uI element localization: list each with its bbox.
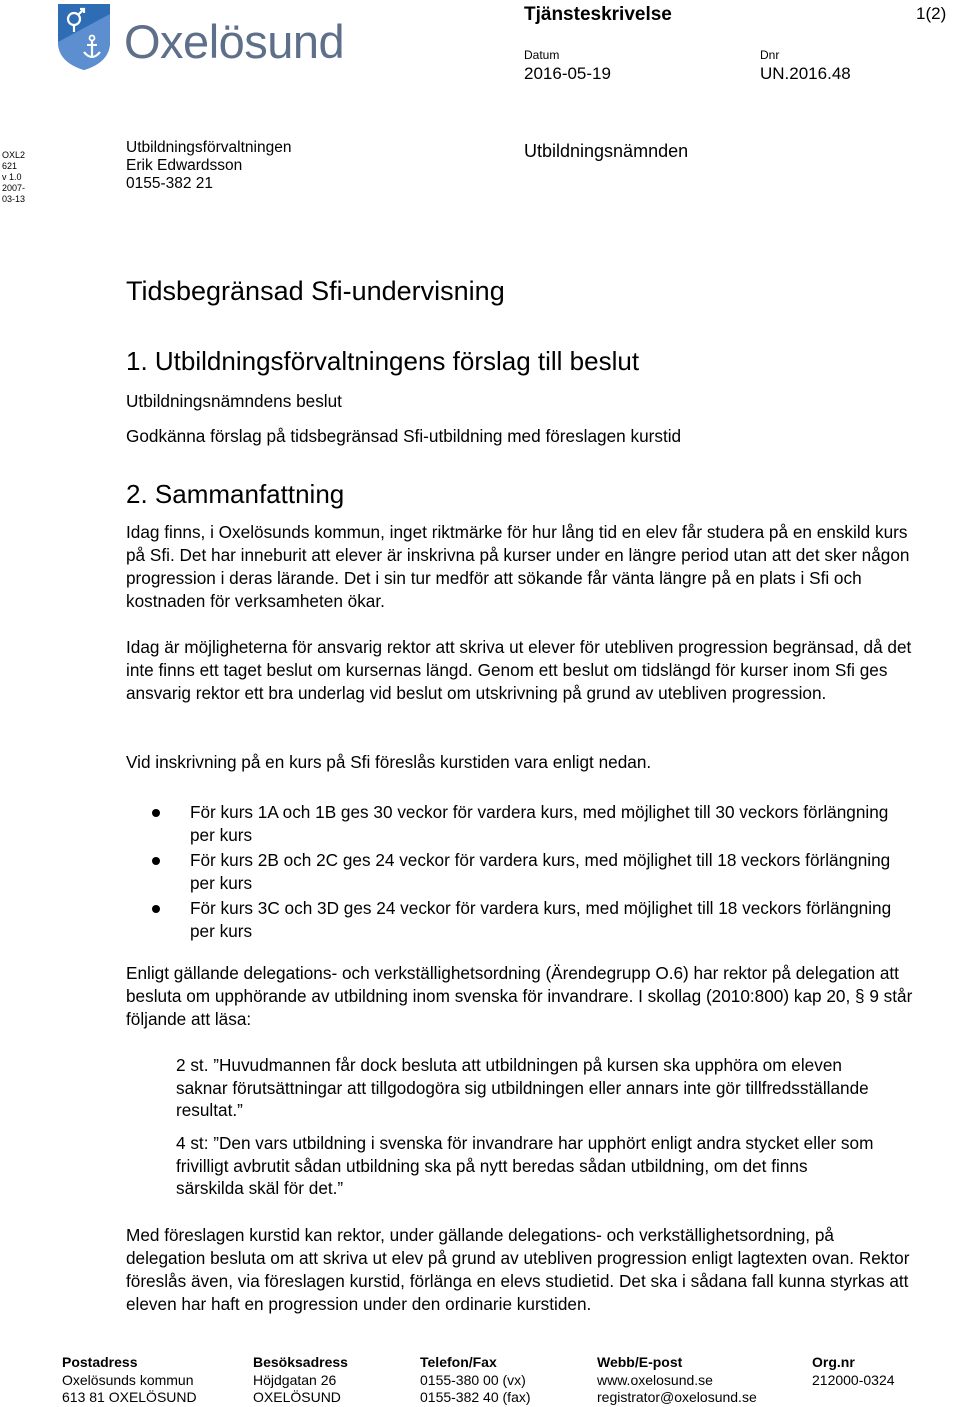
document-type: Tjänsteskrivelse: [524, 4, 672, 25]
bullet-icon: [152, 905, 160, 913]
paragraph: Idag finns, i Oxelösunds kommun, inget riktmärke för hur lång tid en elev får studera på en enskild kurs på Sfi. Det har inneburit att elever är inskrivna på kurser under en längre period utan att det sker någon progression i deras lärande. Det i sin tur medför att sökande får vänta längre på en plats i Sfi och kostnaden för verksamheten ökar.: [126, 522, 910, 611]
footer-postadress: [62, 1354, 197, 1407]
dnr-value: UN.2016.48: [760, 64, 851, 83]
footer-telefon: [420, 1354, 531, 1407]
date-value: 2016-05-19: [524, 64, 611, 83]
form-code-line: 2007-: [2, 183, 26, 193]
list-item-text: För kurs 3C och 3D ges 24 veckor för vardera kurs, med möjlighet till 18 veckors förlängning per kurs: [190, 898, 892, 941]
footer-label: Postadress: [62, 1354, 138, 1370]
footer-value: 0155-380 00 (vx): [420, 1371, 526, 1388]
document-title: Tidsbegränsad Sfi-undervisning: [126, 276, 505, 306]
form-code-line: 621: [2, 161, 18, 171]
paragraph: Idag är möjligheterna för ansvarig rektor att skriva ut elever för utebliven progression begränsad, då det inte finns ett taget beslut om kursernas längd. Genom ett beslut om tidslängd för kurser inom Sfi ges ansvarig rektor ett bra underlag vid beslut om utskrivning på grund av utebliven progression.: [126, 637, 912, 703]
footer-value: Oxelösunds kommun: [62, 1371, 194, 1388]
list-item-text: För kurs 2B och 2C ges 24 veckor för vardera kurs, med möjlighet till 18 veckors förlängning per kurs: [190, 850, 891, 893]
footer-value: 613 81 OXELÖSUND: [62, 1389, 197, 1405]
footer-orgnr: [812, 1354, 895, 1389]
dnr-label: Dnr: [760, 48, 780, 62]
paragraph: Enligt gällande delegations- och verkställighetsordning (Ärendegrupp O.6) har rektor på delegation att besluta om upphörande av utbildning inom svenska för invandrare. I skollag (2010:800) kap 20, § 9 står följande att läsa:: [126, 963, 913, 1029]
page-number: 1(2): [916, 4, 947, 23]
sender-department: Utbildningsförvaltningen: [126, 139, 292, 156]
sender-name: Erik Edwardsson: [126, 157, 243, 174]
list-item-text: För kurs 1A och 1B ges 30 veckor för vardera kurs, med möjlighet till 30 veckors förlängning per kurs: [190, 802, 889, 845]
footer-value: 0155-382 40 (fax): [420, 1389, 531, 1405]
recipient: Utbildningsnämnden: [524, 141, 689, 161]
footer-label: Org.nr: [812, 1354, 855, 1370]
footer-besoksadress: [253, 1354, 348, 1407]
list-item: [150, 849, 910, 895]
bullet-icon: [152, 809, 160, 817]
footer-value: 212000-0324: [812, 1371, 895, 1388]
footer-value: OXELÖSUND: [253, 1389, 341, 1405]
footer-email-link[interactable]: registrator@oxelosund.se: [597, 1389, 757, 1405]
footer-label: Besöksadress: [253, 1354, 348, 1370]
sender-phone: 0155-382 21: [126, 175, 214, 192]
paragraph: Vid inskrivning på en kurs på Sfi föreslås kurstiden vara enligt nedan.: [126, 752, 652, 772]
course-duration-list: [150, 801, 910, 945]
form-code-line: OXL2: [2, 150, 26, 160]
paragraph: Med föreslagen kurstid kan rektor, under gällande delegations- och verkställighetsordning, på delegation besluta om att skriva ut elev på grund av utebliven progression enligt lagtexten ovan. Rektor föreslås även, via föreslagen kurstid, förlänga en elevs studietid. Det ska i sådana fall kunna styrkas att eleven har haft en progression under den ordinarie kurstiden.: [126, 1225, 910, 1314]
law-quote: 2 st. ”Huvudmannen får dock besluta att utbildningen på kursen ska upphöra om eleven saknar förutsättningar att tillgodogöra sig utbildningen eller annars inte gör tillfredsställande resultat.”: [176, 1055, 869, 1120]
section-1-text: Godkänna förslag på tidsbegränsad Sfi-utbildning med föreslagen kurstid: [126, 426, 682, 446]
footer-webb: [597, 1354, 757, 1407]
section-1-subheading: Utbildningsnämndens beslut: [126, 391, 342, 411]
list-item: [150, 801, 910, 847]
municipal-coat-of-arms: [56, 2, 112, 72]
law-quote: 4 st: ”Den vars utbildning i svenska för invandrare har upphört enligt andra stycket eller som frivilligt avbrutit sådan utbildning ska på nytt beredas sådan utbildning, om det finns särskilda skäl för det.”: [176, 1133, 874, 1198]
sender-block: [126, 139, 291, 193]
section-1-heading: 1. Utbildningsförvaltningens förslag till beslut: [126, 346, 640, 376]
footer-website-link[interactable]: www.oxelosund.se: [597, 1371, 713, 1388]
form-code: [2, 150, 38, 205]
form-code-line: v 1.0: [2, 172, 22, 182]
form-code-line: 03-13: [2, 194, 26, 204]
date-label: Datum: [524, 48, 560, 62]
list-item: [150, 897, 910, 943]
footer-label: Webb/E-post: [597, 1354, 683, 1370]
logo-wordmark: Oxelösund: [124, 15, 345, 68]
footer-value: Höjdgatan 26: [253, 1371, 337, 1388]
section-2-heading: 2. Sammanfattning: [126, 479, 345, 509]
bullet-icon: [152, 857, 160, 865]
footer-label: Telefon/Fax: [420, 1354, 497, 1370]
